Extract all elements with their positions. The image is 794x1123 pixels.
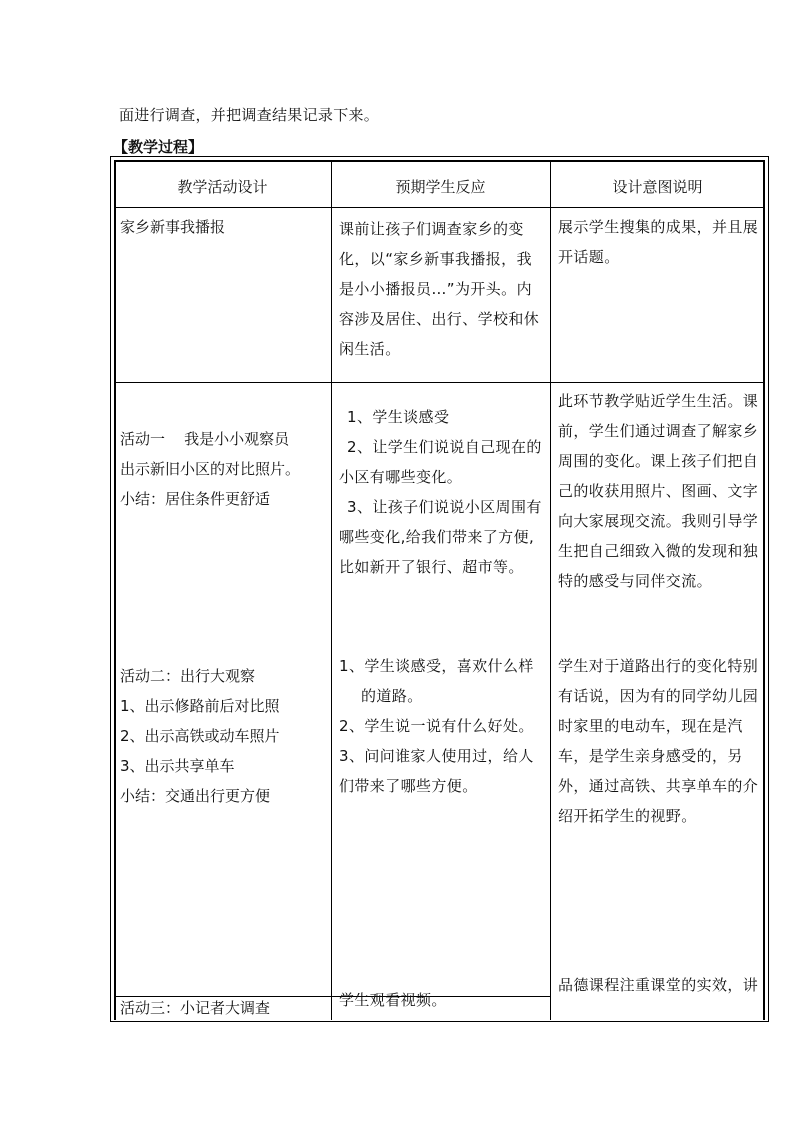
column-divider-2 xyxy=(550,160,551,1020)
row2-activity xyxy=(120,424,325,514)
row2-activity-line1: 活动一 我是小小观察员 xyxy=(120,430,290,448)
row4-intent-text: 品德课程注重课堂的实效，讲 xyxy=(558,976,759,994)
row1-activity-text: 家乡新事我播报 xyxy=(120,218,226,236)
row2-activity-line2: 出示新旧小区的对比照片。 xyxy=(120,460,301,478)
row-divider-header xyxy=(114,207,765,208)
row3-activity-line2: 1、出示修路前后对比照 xyxy=(120,697,280,715)
row3-activity-line1: 活动二：出行大观察 xyxy=(120,667,256,685)
row3-activity-line3: 2、出示高铁或动车照片 xyxy=(120,727,280,745)
row3-intent-text: 学生对于道路出行的变化特别有话说，因为有的同学幼儿园时家里的电动车，现在是汽车，是学生亲身感受的，另外，通过高铁、共享单车的介绍开拓学生的视野。 xyxy=(558,657,759,825)
row1-reaction-text: 课前让孩子们调查家乡的变化，以“家乡新事我播报，我是小小播报员…”为开头。内容涉及居住、出行、学校和休闲生活。 xyxy=(339,220,540,358)
column-divider-1 xyxy=(331,160,332,1020)
row4-activity-text: 活动三：小记者大调查 xyxy=(120,999,271,1017)
row2-reaction-item3: 3、让孩子们说说小区周围有哪些变化,给我们带来了方便,比如新开了银行、超市等。 xyxy=(339,498,542,576)
row4-intent xyxy=(558,970,766,1000)
row3-activity-line5: 小结：交通出行更方便 xyxy=(120,787,271,805)
row3-reaction xyxy=(339,651,547,801)
row2-intent-text: 此环节教学贴近学生生活。课前，学生们通过调查了解家乡周围的变化。课上孩子们把自己的收获用照片、图画、文字向大家展现交流。我则引导学生把自己细致入微的发现和独特的感受与同伴交流。 xyxy=(558,392,759,590)
row-divider-1 xyxy=(114,382,765,383)
row1-reaction xyxy=(339,214,547,364)
row3-reaction-item1: 1、学生谈感受，喜欢什么样的道路。 xyxy=(339,657,534,705)
row3-reaction-item2: 2、学生说一说有什么好处。 xyxy=(339,717,534,735)
row3-intent xyxy=(558,651,766,831)
row2-reaction-item2: 2、让学生们说说自己现在的小区有哪些变化。 xyxy=(339,438,542,486)
header-activity: 教学活动设计 xyxy=(177,178,268,196)
row3-activity xyxy=(120,661,325,811)
row3-reaction-item3: 3、问问谁家人使用过，给人们带来了哪些方便。 xyxy=(339,747,534,795)
row1-intent-text: 展示学生搜集的成果，并且展开话题。 xyxy=(558,218,759,266)
header-reaction: 预期学生反应 xyxy=(395,178,486,196)
header-intent: 设计意图说明 xyxy=(612,178,703,196)
row1-intent xyxy=(558,212,766,272)
row2-reaction-item1: 1、学生谈感受 xyxy=(347,408,450,426)
row2-reaction xyxy=(339,402,547,582)
row4-reaction xyxy=(339,985,547,1015)
row4-reaction-text: 学生观看视频。 xyxy=(339,991,447,1009)
row2-activity-line3: 小结：居住条件更舒适 xyxy=(120,490,271,508)
section-heading: 【教学过程】 xyxy=(113,138,204,156)
row1-activity xyxy=(120,212,325,242)
row2-intent xyxy=(558,386,766,596)
intro-text: 面进行调查，并把调查结果记录下来。 xyxy=(119,106,380,124)
row3-activity-line4: 3、出示共享单车 xyxy=(120,757,235,775)
row4-activity xyxy=(120,993,325,1023)
